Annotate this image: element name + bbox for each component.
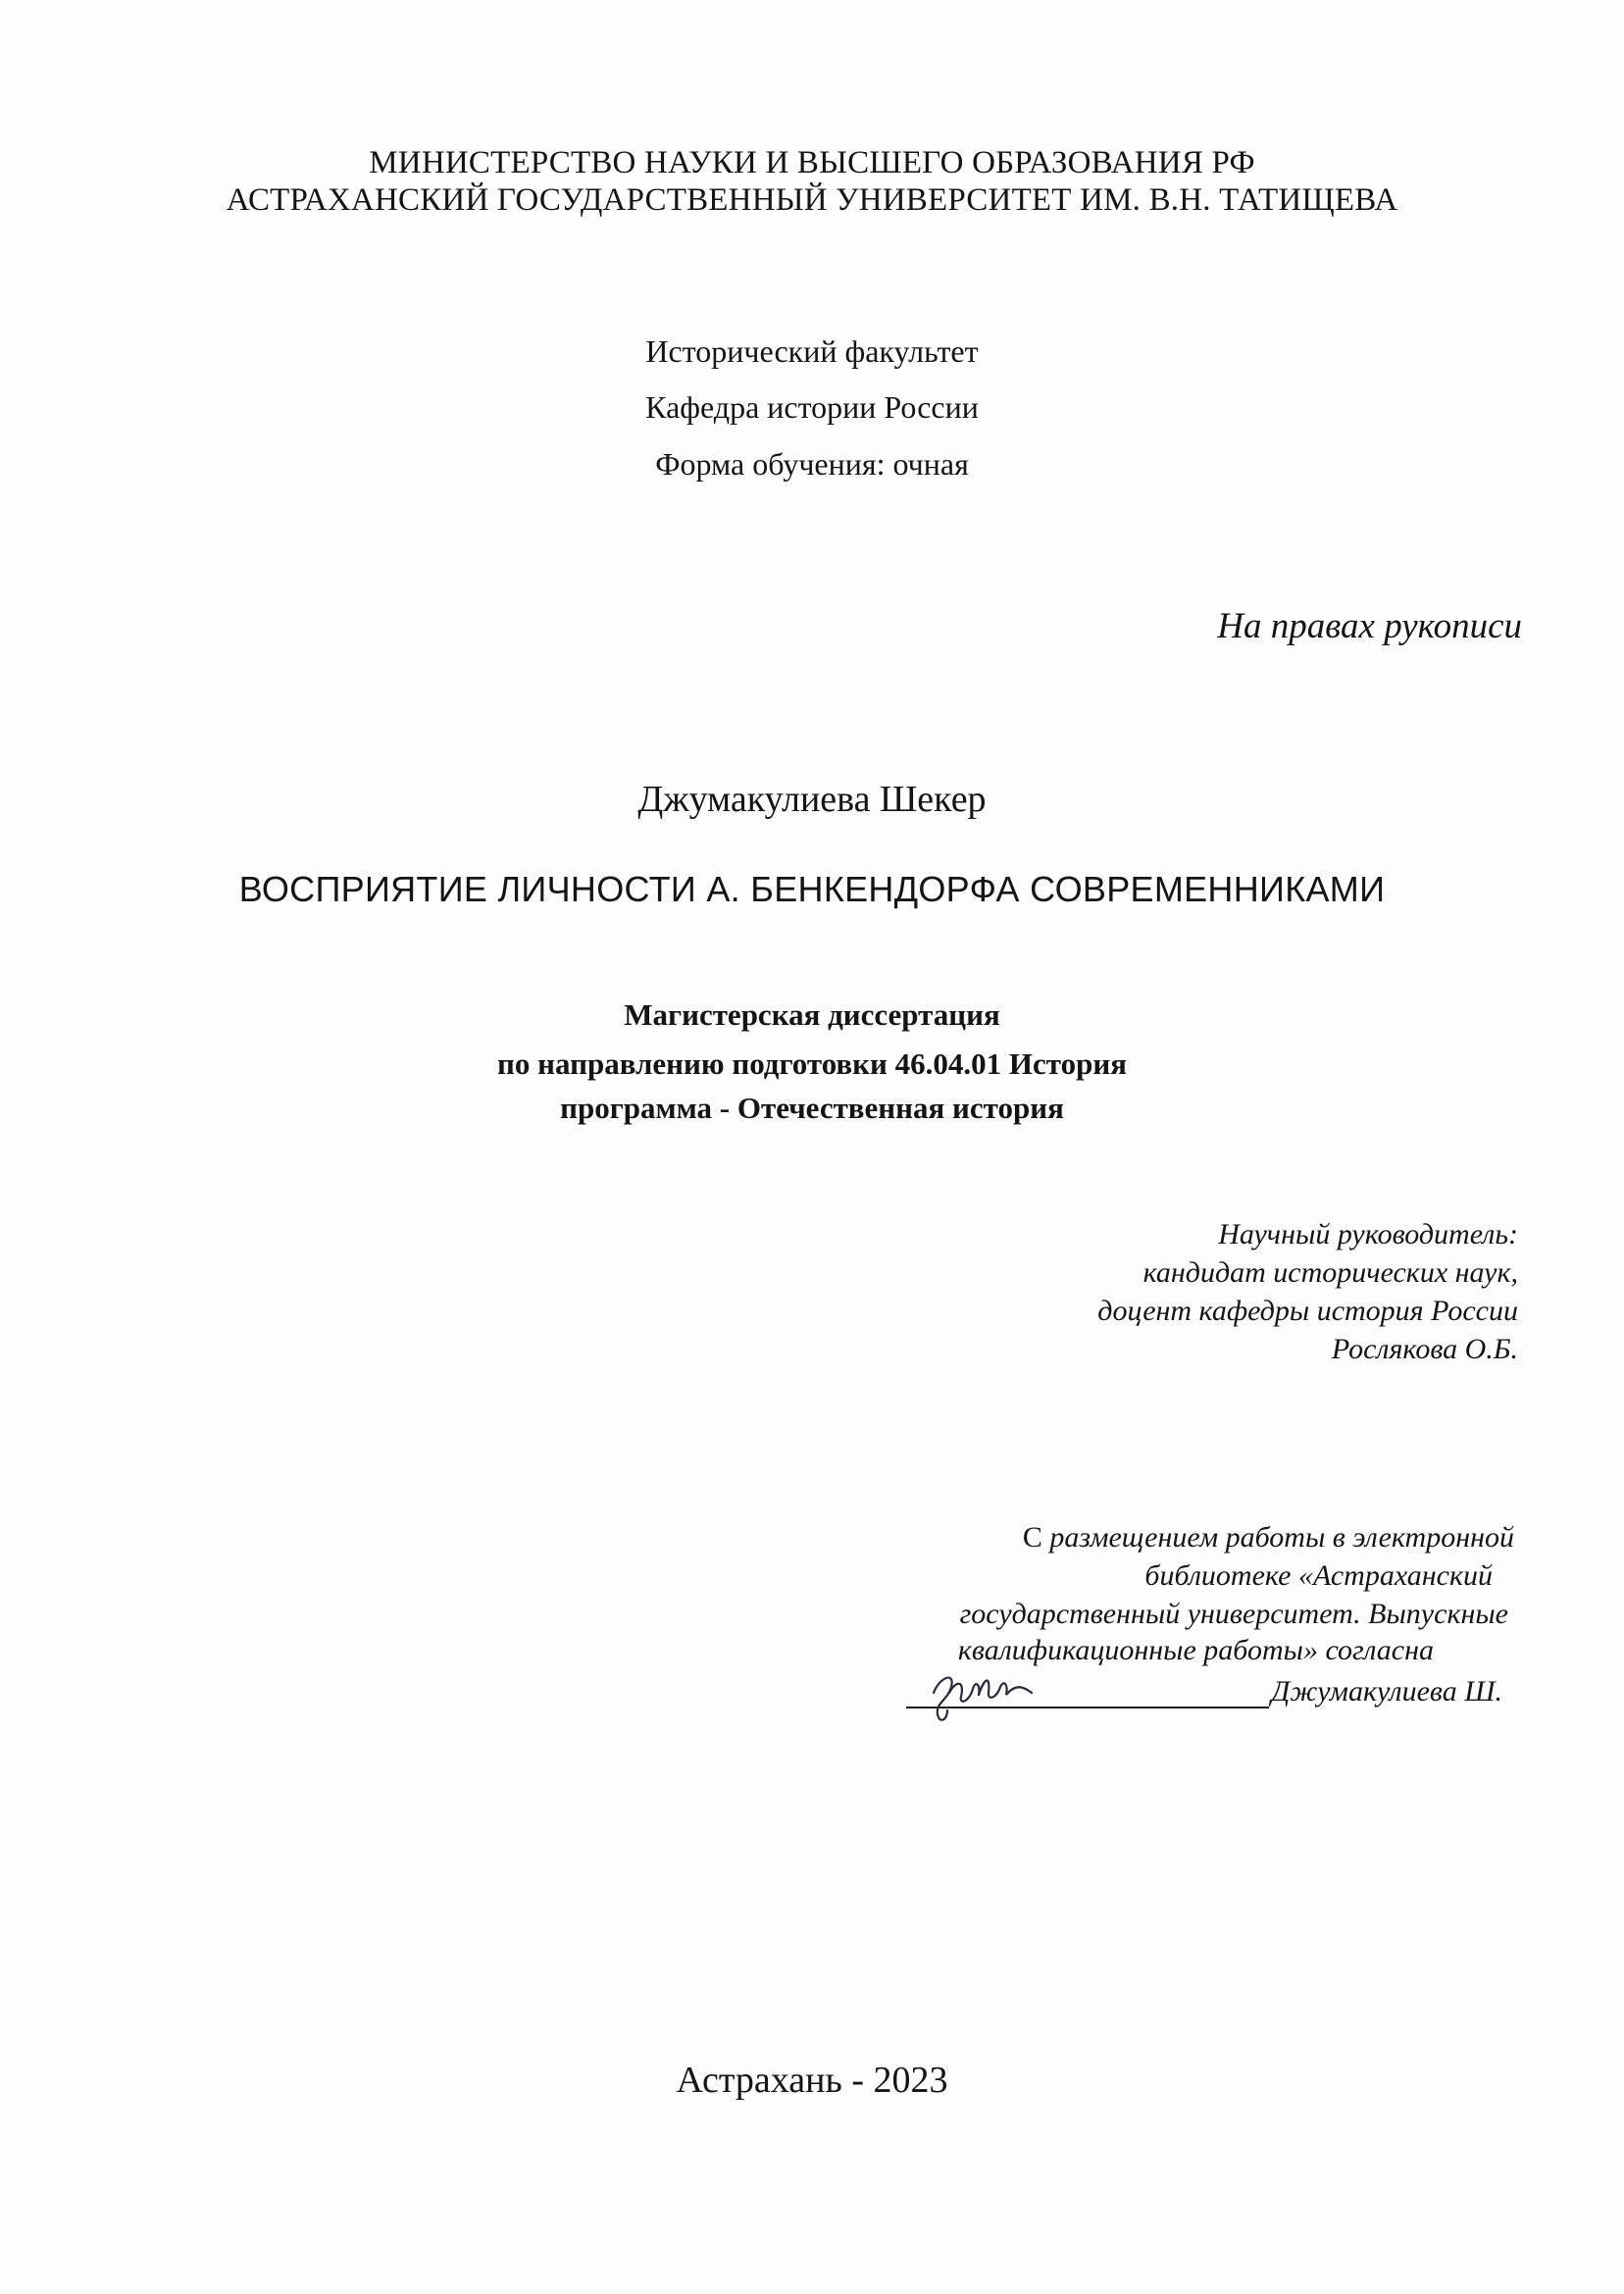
city-year: Астрахань - 2023 <box>676 2060 948 2101</box>
consent-line-1 <box>1023 1523 1514 1553</box>
study-form-label: Форма обучения: очная <box>655 446 969 482</box>
consent-line-4: квалификационные работы» согласна <box>957 1634 1434 1666</box>
signature-row <box>906 1669 1502 1708</box>
faculty-label: Исторический факультет <box>645 333 979 369</box>
dissertation-direction: по направлению подготовки 46.04.01 История <box>497 1046 1127 1081</box>
signer-name: Джумакулиева Ш. <box>1271 1675 1502 1708</box>
ministry-heading: МИНИСТЕРСТВО НАУКИ И ВЫСШЕГО ОБРАЗОВАНИЯ РФ <box>369 145 1255 180</box>
consent-line-2: библиотеке «Астраханский <box>1144 1559 1493 1592</box>
handwritten-signature <box>926 1663 1043 1728</box>
consent-prefix: С <box>1022 1521 1042 1554</box>
dissertation-program: программа - Отечественная история <box>560 1091 1064 1125</box>
university-heading: АСТРАХАНСКИЙ ГОСУДАРСТВЕННЫЙ УНИВЕРСИТЕТ ИМ. В.Н. ТАТИЩЕВА <box>226 182 1398 218</box>
supervisor-label: Научный руководитель: <box>1218 1218 1518 1250</box>
supervisor-name: Рослякова О.Б. <box>1331 1333 1518 1365</box>
supervisor-degree: кандидат исторических наук, <box>1142 1256 1518 1289</box>
supervisor-position: доцент кафедры история России <box>1097 1295 1518 1327</box>
signature-line <box>906 1677 1269 1708</box>
chair-label: Кафедра истории России <box>645 389 979 425</box>
thesis-title: ВОСПРИЯТИЕ ЛИЧНОСТИ А. БЕНКЕНДОРФА СОВРЕМЕННИКАМИ <box>238 869 1386 909</box>
dissertation-type: Магистерская диссертация <box>624 997 1000 1032</box>
author-name: Джумакулиева Шекер <box>637 779 987 820</box>
consent-line-1-text: размещением работы в электронной <box>1041 1521 1514 1554</box>
manuscript-note: На правах рукописи <box>1217 606 1522 646</box>
consent-line-3: государственный университет. Выпускные <box>959 1598 1508 1630</box>
